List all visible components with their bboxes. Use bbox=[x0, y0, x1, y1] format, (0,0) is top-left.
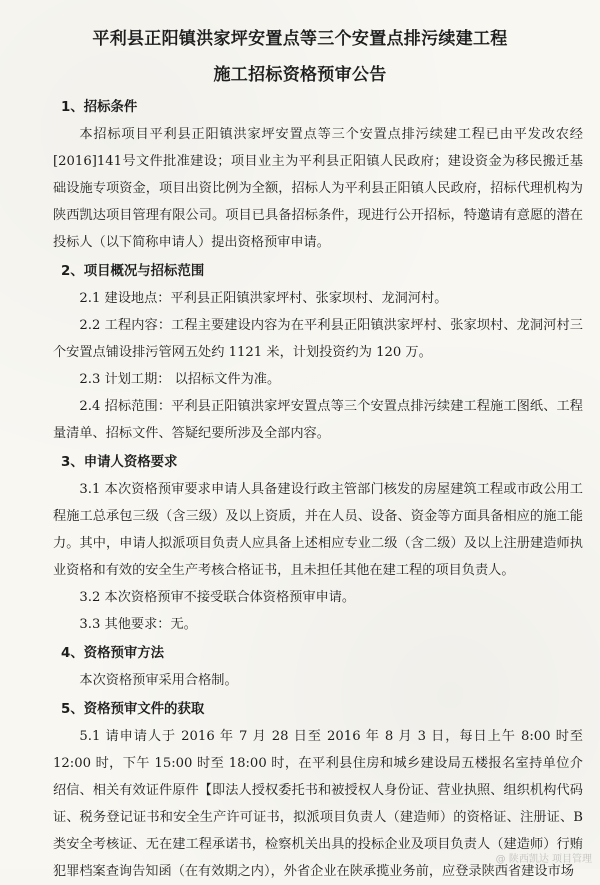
document-title-line1: 平利县正阳镇洪家坪安置点等三个安置点排污续建工程 bbox=[92, 29, 508, 49]
section-5-1: 5.1 请申请人于 2016 年 7 月 28 日至 2016 年 8 月 3 日，每日上午 8:00 时至 12:00 时，下午 15:00 时至 18:00 时，在平利县住房和城乡建设局五楼报名室持单位介绍信、相关有效证件原件【即法人授权委托书和被授权人身份证、营业执照、组织机构代码证、税务登记证书和安全生产许可证书，拟派项目负责人（建造师）的资格证、注册证、B类安全考核证、无在建工程承诺书，检察机关出具的投标企业及项目负责人（建造师）行贿犯罪档案查询告知函（在有效期之内），外省企业在陕承揽业务前，应登录陕西省建设市场 bbox=[53, 729, 583, 879]
section-2-4: 2.4 招标范围：平利县正阳镇洪家坪安置点等三个安置点排污续建工程施工图纸、工程量清单、招标文件、答疑纪要所涉及全部内容。 bbox=[53, 399, 583, 441]
section-1-paragraph: 本招标项目平利县正阳镇洪家坪安置点等三个安置点排污续建工程已由平发改农经[2016]141号文件批准建设；项目业主为平利县正阳镇人民政府；建设资金为移民搬迁基础设施专项资金，项目出资比例为全额，招标人为平利县正阳镇人民政府，招标代理机构为陕西凯达项目管理有限公司。项目已具备招标条件，现进行公开招标，特邀请有意愿的潜在投标人（以下简称申请人）提出资格预审申请。 bbox=[53, 127, 583, 250]
section-heading-4: 4、资格预审方法 bbox=[61, 646, 165, 661]
document-title-line2: 施工招标资格预审公告 bbox=[213, 65, 387, 85]
watermark: @ 陕西凯达 项目管理 bbox=[495, 854, 592, 865]
section-heading-5: 5、资格预审文件的获取 bbox=[61, 702, 205, 717]
section-3-2: 3.2 本次资格预审不接受联合体资格预审申请。 bbox=[79, 590, 356, 605]
section-3-3: 3.3 其他要求：无。 bbox=[79, 617, 197, 632]
section-2-2: 2.2 工程内容：工程主要建设内容为在平利县正阳镇洪家坪村、张家坝村、龙洞河村三个安置点铺设排污管网五处约 1121 米，计划投资约为 120 万。 bbox=[53, 318, 583, 360]
section-4-paragraph: 本次资格预审采用合格制。 bbox=[79, 673, 238, 688]
section-heading-1: 1、招标条件 bbox=[61, 100, 138, 115]
section-2-1: 2.1 建设地点：平利县正阳镇洪家坪村、张家坝村、龙洞河村。 bbox=[79, 291, 448, 306]
section-2-3: 2.3 计划工期： 以招标文件为准。 bbox=[79, 372, 281, 387]
section-heading-2: 2、项目概况与招标范围 bbox=[61, 264, 205, 279]
section-3-1: 3.1 本次资格预审要求申请人具备建设行政主管部门核发的房屋建筑工程或市政公用工程施工总承包三级（含三级）及以上资质，并在人员、设备、资金等方面具备相应的施工能力。其中，申请人拟派项目负责人应具备上述相应专业二级（含二级）及以上注册建造师执业资格和有效的安全生产考核合格证书，且未担任其他在建工程的项目负责人。 bbox=[53, 482, 583, 578]
document-body bbox=[53, 94, 583, 885]
section-heading-3: 3、申请人资格要求 bbox=[61, 455, 178, 470]
